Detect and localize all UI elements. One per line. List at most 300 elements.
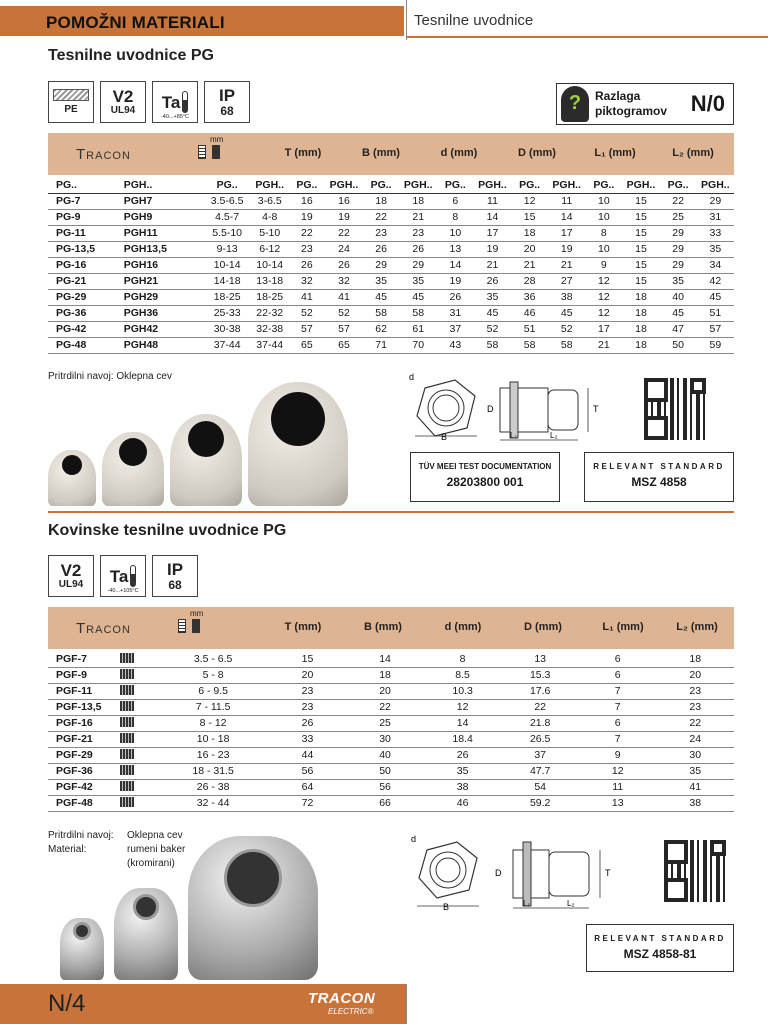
table-cell: 52 [548, 321, 585, 337]
part-code: PGF-9 [56, 669, 87, 681]
table-cell: PG-36 [48, 305, 116, 321]
table-cell: 3.5 - 6.5 [157, 651, 268, 667]
legend-page-ref: N/0 [690, 91, 725, 116]
table-cell: 20 [656, 667, 734, 683]
table-cell: 23 [363, 225, 400, 241]
standard-box-1: RELEVANT STANDARD MSZ 4858 [584, 452, 734, 502]
question-head-icon: ? [561, 86, 589, 122]
table-cell: 18.4 [424, 731, 502, 747]
table-cell: 35 [660, 273, 697, 289]
table-cell: 58 [511, 337, 548, 353]
table-cell: PGH11 [116, 225, 203, 241]
table-cell: 23 [400, 225, 437, 241]
table-cell: 37 [437, 321, 474, 337]
table-cell: 12 [424, 699, 502, 715]
table-cell: 32 [288, 273, 325, 289]
col-L1: L₁ (mm) [594, 147, 636, 159]
section2-title: Kovinske tesnilne uvodnice PG [48, 522, 287, 539]
col-d: d (mm) [440, 147, 478, 159]
table-row [48, 225, 734, 241]
qr-code-1[interactable] [644, 378, 706, 440]
table-cell: 24 [325, 241, 362, 257]
col-L2: L₂ (mm) [676, 621, 718, 633]
table-cell: 28 [511, 273, 548, 289]
table-cell: 57 [697, 321, 734, 337]
table-cell: 13 [501, 651, 579, 667]
table-cell: 10 [585, 209, 622, 225]
table-cell: 11 [579, 779, 657, 795]
table-cell: 45 [400, 289, 437, 305]
table-cell: 26 [400, 241, 437, 257]
table-cell: 14 [437, 257, 474, 273]
table-cell: 58 [474, 337, 511, 353]
table-cell: 52 [288, 305, 325, 321]
table-cell: 19 [325, 209, 362, 225]
table-cell: 15 [622, 273, 659, 289]
table-cell: 23 [269, 699, 347, 715]
table-cell: 11 [548, 193, 585, 209]
subheader-cell: PG.. [48, 177, 116, 193]
col-D: D (mm) [518, 147, 556, 159]
part-code: PGF-16 [56, 717, 93, 729]
table-cell: 31 [437, 305, 474, 321]
table-cell: 31 [697, 209, 734, 225]
table-cell: 25-33 [203, 305, 251, 321]
table-cell: PG-7 [48, 193, 116, 209]
table-cell: PGH21 [116, 273, 203, 289]
table-cell: 21 [474, 257, 511, 273]
col-B: B (mm) [362, 147, 400, 159]
mm-unit: mm [190, 609, 204, 618]
table-row [48, 715, 734, 731]
col-d: d (mm) [444, 621, 482, 633]
table-cell [48, 651, 157, 667]
page-footer [0, 984, 406, 1024]
table-cell: 15 [622, 225, 659, 241]
table-cell: 7 [579, 699, 657, 715]
table-cell: 15 [622, 257, 659, 273]
header-divider [406, 0, 407, 40]
table-cell: 16 - 23 [157, 747, 268, 763]
table-cell: 52 [325, 305, 362, 321]
gland-icon [120, 765, 134, 775]
section1-note: Pritrdilni navoj: Oklepna cev [48, 371, 172, 382]
temperature-icon: Ta -40...+85°C [152, 81, 198, 123]
table-cell: 19 [288, 209, 325, 225]
table-row [48, 305, 734, 321]
tracon-brand: Tracon [76, 620, 131, 637]
table-cell: 47 [660, 321, 697, 337]
table-cell: 5.5-10 [203, 225, 251, 241]
subheader-cell: PG.. [203, 177, 251, 193]
table-cell: PG-13,5 [48, 241, 116, 257]
table-row [48, 337, 734, 353]
table-cell: 22 [501, 699, 579, 715]
table-cell: 38 [656, 795, 734, 811]
pictogram-legend-link[interactable]: ? Razlaga piktogramov N/0 [556, 83, 734, 125]
subheader-cell: PG.. [511, 177, 548, 193]
table-cell: 45 [474, 305, 511, 321]
table-cell: 13 [437, 241, 474, 257]
table-cell: 17 [585, 321, 622, 337]
table-cell: 15 [622, 193, 659, 209]
table-cell: 6 [437, 193, 474, 209]
table-cell: 26 - 38 [157, 779, 268, 795]
v2-ul94-icon: V2 UL94 [48, 555, 94, 597]
table-cell: 22 [288, 225, 325, 241]
table-cell: 51 [697, 305, 734, 321]
table-cell: 18 [622, 337, 659, 353]
table-cell: 26 [288, 257, 325, 273]
table-cell: 59.2 [501, 795, 579, 811]
dim-d: d [411, 834, 417, 844]
table-cell: 22-32 [251, 305, 288, 321]
table-cell: PG-16 [48, 257, 116, 273]
dim-L1: L₁ [523, 899, 531, 908]
table-cell: 21 [548, 257, 585, 273]
table-cell: 59 [697, 337, 734, 353]
subheader-cell: PG.. [585, 177, 622, 193]
table-row [48, 699, 734, 715]
col-L2: L₂ (mm) [672, 147, 714, 159]
table-cell: 10.3 [424, 683, 502, 699]
table-cell: 23 [656, 683, 734, 699]
table-cell: PGH7 [116, 193, 203, 209]
dim-B: B [441, 432, 448, 442]
table-cell: 21.8 [501, 715, 579, 731]
section-title: POMOŽNI MATERIALI [0, 6, 404, 36]
table-cell: 40 [660, 289, 697, 305]
table-cell: 35 [400, 273, 437, 289]
table-cell: 46 [511, 305, 548, 321]
table-cell: 41 [325, 289, 362, 305]
table-cell [48, 667, 157, 683]
col-T: T (mm) [284, 147, 322, 159]
table-cell: 40 [346, 747, 424, 763]
table-cell: 19 [437, 273, 474, 289]
subheader-cell: PGH.. [400, 177, 437, 193]
table-cell: 20 [511, 241, 548, 257]
table-cell: 12 [579, 763, 657, 779]
table-row [48, 289, 734, 305]
table-cell: 30 [656, 747, 734, 763]
table-cell: 15 [622, 241, 659, 257]
table-cell: 72 [269, 795, 347, 811]
table-cell: 52 [474, 321, 511, 337]
dim-D: D [495, 868, 502, 878]
table-cell: 45 [363, 289, 400, 305]
table-cell: 37-44 [203, 337, 251, 353]
table-cell: 22 [363, 209, 400, 225]
part-code: PGF-21 [56, 733, 93, 745]
table-cell: 65 [288, 337, 325, 353]
table-cell: 4.5-7 [203, 209, 251, 225]
table-row [48, 651, 734, 667]
table-cell: 26 [269, 715, 347, 731]
table-cell: 44 [269, 747, 347, 763]
table-cell: 22 [346, 699, 424, 715]
table-cell: 10-14 [251, 257, 288, 273]
table-cell: 18-25 [251, 289, 288, 305]
table1-header [48, 133, 734, 175]
subheader-cell: PGH.. [325, 177, 362, 193]
table-cell: 23 [656, 699, 734, 715]
page-number: N/4 [48, 990, 86, 1017]
table-cell: 12 [585, 289, 622, 305]
table-cell: 9 [579, 747, 657, 763]
section1-dimension-drawing [405, 370, 605, 446]
table-cell: 29 [660, 225, 697, 241]
table-row [48, 193, 734, 209]
table-cell [48, 795, 157, 811]
table-cell: 29 [363, 257, 400, 273]
table-cell: 9 [585, 257, 622, 273]
table-cell: 47.7 [501, 763, 579, 779]
subheader-cell: PG.. [660, 177, 697, 193]
table-row [48, 241, 734, 257]
gland-size-icon [198, 145, 220, 159]
table-cell: 18 [346, 667, 424, 683]
table-cell: 61 [400, 321, 437, 337]
subheader-cell: PGH.. [548, 177, 585, 193]
table-cell: PG-9 [48, 209, 116, 225]
table-cell: 25 [660, 209, 697, 225]
part-code: PGF-11 [56, 685, 93, 697]
table-cell: PGH36 [116, 305, 203, 321]
part-code: PGF-29 [56, 749, 93, 761]
table-cell: 30 [346, 731, 424, 747]
table-cell: 7 [579, 731, 657, 747]
table-cell: 15 [622, 209, 659, 225]
table-cell: 15 [511, 209, 548, 225]
table-cell: 17.6 [501, 683, 579, 699]
table-cell: 18 [400, 193, 437, 209]
table-cell: 35 [474, 289, 511, 305]
table-cell: 34 [697, 257, 734, 273]
table-cell: 35 [656, 763, 734, 779]
table-cell: 16 [288, 193, 325, 209]
table-cell: 4-8 [251, 209, 288, 225]
gland-icon [120, 733, 134, 743]
table2 [48, 651, 734, 812]
table-cell: 32 [325, 273, 362, 289]
part-code: PGF-48 [56, 797, 93, 809]
dim-D: D [487, 404, 494, 414]
part-code: PGF-42 [56, 781, 93, 793]
table-cell: 22 [660, 193, 697, 209]
header-subtitle: Tesnilne uvodnice [414, 12, 534, 29]
table-cell: 18 - 31.5 [157, 763, 268, 779]
table-cell: 27 [548, 273, 585, 289]
table-cell: 37-44 [251, 337, 288, 353]
table-cell: 29 [697, 193, 734, 209]
subheader-cell: PGH.. [622, 177, 659, 193]
subheader-cell: PGH.. [697, 177, 734, 193]
table-cell: PG-42 [48, 321, 116, 337]
part-code: PGF-7 [56, 652, 87, 665]
table-cell: 21 [511, 257, 548, 273]
section2-note-values: Oklepna cev rumeni baker (kromirani) [127, 830, 186, 869]
col-B: B (mm) [364, 621, 402, 633]
dim-T: T [605, 868, 611, 878]
table-cell: 18 [656, 651, 734, 667]
table-cell: 33 [269, 731, 347, 747]
table-row [48, 779, 734, 795]
table-cell: 14-18 [203, 273, 251, 289]
table-cell: 45 [697, 289, 734, 305]
table-cell: 51 [511, 321, 548, 337]
part-code: PGF-13,5 [56, 701, 102, 713]
subheader-cell: PG.. [363, 177, 400, 193]
temperature-icon: Ta -40...+105°C [100, 555, 146, 597]
table-cell: 15.3 [501, 667, 579, 683]
section1-title: Tesnilne uvodnice PG [48, 47, 214, 64]
table-cell: PG-11 [48, 225, 116, 241]
col-D: D (mm) [524, 621, 562, 633]
gland-size-icon [178, 619, 200, 633]
table-cell: PGH9 [116, 209, 203, 225]
table-cell: 18 [363, 193, 400, 209]
table-row [48, 795, 734, 811]
table-cell: 45 [548, 305, 585, 321]
table-cell: PGH16 [116, 257, 203, 273]
gland-icon [120, 669, 134, 679]
table-cell: 26 [474, 273, 511, 289]
table-cell: 57 [288, 321, 325, 337]
dim-L1: L₁ [510, 431, 518, 440]
table-cell: 7 [579, 683, 657, 699]
table-cell: PG-48 [48, 337, 116, 353]
subheader-cell: PGH.. [251, 177, 288, 193]
table-cell: 6 [579, 715, 657, 731]
table-cell: 35 [697, 241, 734, 257]
table-cell [48, 731, 157, 747]
table-cell: 10-14 [203, 257, 251, 273]
table-cell: 58 [400, 305, 437, 321]
table2-header [48, 607, 734, 649]
tracon-brand: Tracon [76, 146, 131, 163]
table-cell: 29 [660, 257, 697, 273]
dim-T: T [593, 404, 599, 414]
table-cell: 18 [622, 321, 659, 337]
footer-divider [406, 984, 407, 1024]
table-cell: PG-21 [48, 273, 116, 289]
table-cell [48, 779, 157, 795]
standard-box-2: RELEVANT STANDARD MSZ 4858-81 [586, 924, 734, 972]
table-cell: 65 [325, 337, 362, 353]
table-cell: 13-18 [251, 273, 288, 289]
table-cell: 66 [346, 795, 424, 811]
dim-L2: L₂ [567, 899, 575, 908]
table-cell [48, 747, 157, 763]
subheader-cell: PG.. [437, 177, 474, 193]
table-cell: 8 [424, 651, 502, 667]
table-cell: 21 [585, 337, 622, 353]
gland-icon [120, 717, 134, 727]
table-cell: 35 [363, 273, 400, 289]
table-cell [48, 699, 157, 715]
v2-ul94-icon: V2 UL94 [100, 81, 146, 123]
gland-icon [120, 781, 134, 791]
table-cell: 6 - 9.5 [157, 683, 268, 699]
table-cell: 43 [437, 337, 474, 353]
table-cell: 17 [548, 225, 585, 241]
table-cell: 3.5-6.5 [203, 193, 251, 209]
table-cell: 26 [437, 289, 474, 305]
table-row [48, 683, 734, 699]
table-cell: PGH13,5 [116, 241, 203, 257]
table-cell: 5 - 8 [157, 667, 268, 683]
table-cell: 50 [660, 337, 697, 353]
table-cell: 22 [325, 225, 362, 241]
table-cell: 15 [269, 651, 347, 667]
section2-pictograms [48, 555, 198, 597]
table-row [48, 257, 734, 273]
table-cell: 6 [579, 667, 657, 683]
qr-code-2[interactable] [664, 840, 726, 902]
gland-icon [120, 701, 134, 711]
table-cell: 32 - 44 [157, 795, 268, 811]
ip-rating-icon: IP 68 [152, 555, 198, 597]
table-cell: 64 [269, 779, 347, 795]
table-cell: 8 [585, 225, 622, 241]
gland-icon [120, 685, 134, 695]
section-separator [48, 511, 734, 513]
table-cell: 12 [585, 305, 622, 321]
table-cell: PG-29 [48, 289, 116, 305]
table-cell: 20 [346, 683, 424, 699]
table-cell: 24 [656, 731, 734, 747]
table-cell: 18 [511, 225, 548, 241]
tracon-logo-sub: ELECTRIC® [328, 1007, 374, 1016]
table-cell: 19 [548, 241, 585, 257]
table-cell: 14 [346, 651, 424, 667]
table-cell: 8 - 12 [157, 715, 268, 731]
table-cell: 12 [585, 273, 622, 289]
table-cell: 18 [622, 305, 659, 321]
table-cell: 10 [585, 193, 622, 209]
table-cell: 54 [501, 779, 579, 795]
plastic-glands-photo [48, 380, 354, 506]
section2-note-labels: Pritrdilni navoj: Material: [48, 830, 114, 855]
table-row [48, 321, 734, 337]
table-cell: 41 [656, 779, 734, 795]
table-cell: 46 [424, 795, 502, 811]
table-cell: 10 [585, 241, 622, 257]
table-cell: 5-10 [251, 225, 288, 241]
table-cell: 11 [474, 193, 511, 209]
table-cell: 22 [656, 715, 734, 731]
table-cell: 30-38 [203, 321, 251, 337]
table-cell: 62 [363, 321, 400, 337]
section1-pictograms [48, 81, 250, 123]
tuv-document-box: TÜV MEEI TEST DOCUMENTATION 28203800 001 [410, 452, 560, 502]
part-code: PGF-36 [56, 765, 93, 777]
table-cell [48, 683, 157, 699]
table-cell: PGH48 [116, 337, 203, 353]
table-cell: 7 - 11.5 [157, 699, 268, 715]
table-cell: 38 [548, 289, 585, 305]
table-row [48, 747, 734, 763]
table-cell: 42 [697, 273, 734, 289]
table-cell: 36 [511, 289, 548, 305]
table-cell: 19 [474, 241, 511, 257]
table1-subheader [48, 177, 734, 193]
table1 [48, 177, 734, 354]
table-cell: 8.5 [424, 667, 502, 683]
table-cell: 14 [424, 715, 502, 731]
table-cell: 26 [363, 241, 400, 257]
